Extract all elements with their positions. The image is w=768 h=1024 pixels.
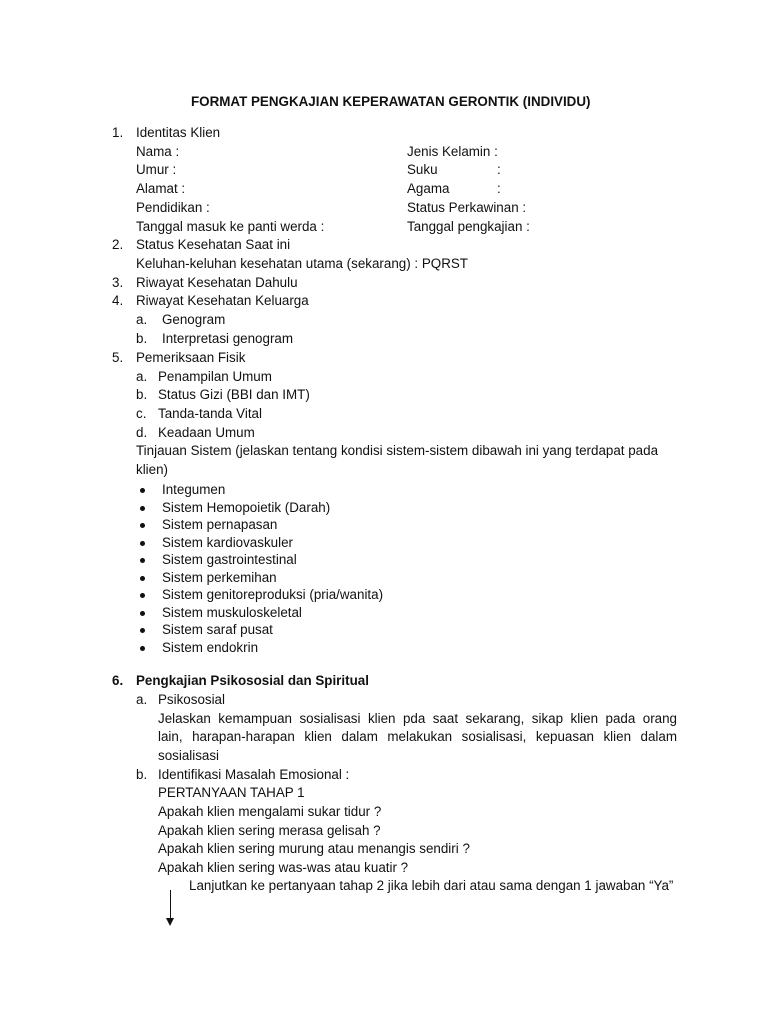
field-suku-colon: :: [497, 162, 501, 177]
bullet-icon: [140, 541, 145, 546]
section-4-item-text: Interpretasi genogram: [162, 331, 294, 346]
section-5-item-text: Status Gizi (BBI dan IMT): [158, 387, 310, 402]
psikososial-paragraph-line: Jelaskan kemampuan sosialisasi klien pda saat sekarang, sikap klien pada orang: [158, 711, 677, 726]
tinjauan-sistem-text-cont: klien): [136, 462, 168, 477]
section-6b-letter: b.: [136, 767, 148, 782]
bullet-icon: [140, 611, 145, 616]
field-pendidikan: Pendidikan :: [136, 200, 210, 215]
field-alamat: Alamat :: [136, 181, 186, 196]
section-4-item-letter: b.: [136, 331, 148, 346]
bullet-icon: [140, 576, 145, 581]
section-6b-label: Identifikasi Masalah Emosional :: [158, 767, 350, 782]
question-item: Apakah klien sering merasa gelisah ?: [158, 823, 381, 838]
bullet-icon: [140, 506, 145, 511]
psikososial-paragraph-line: lain, harapan-harapan klien dalam melakukan sosialisasi, kepuasan klien dalam: [158, 729, 677, 744]
section-5-item-text: Tanda-tanda Vital: [158, 406, 262, 421]
bullet-icon: [140, 646, 145, 651]
section-3-heading: Riwayat Kesehatan Dahulu: [136, 275, 298, 290]
section-5-item-text: Penampilan Umum: [158, 369, 272, 384]
section-5-item-letter: d.: [136, 425, 148, 440]
section-6-number: 6.: [112, 673, 124, 688]
section-4-item-text: Genogram: [162, 312, 226, 327]
system-list-item: Sistem gastrointestinal: [162, 552, 297, 567]
section-2-subtext: Keluhan-keluhan kesehatan utama (sekarang) : PQRST: [136, 256, 468, 271]
system-list-item: Sistem perkemihan: [162, 570, 277, 585]
bullet-icon: [140, 558, 145, 563]
system-list-item: Sistem saraf pusat: [162, 622, 273, 637]
bullet-icon: [140, 523, 145, 528]
field-tanggal-pengkajian: Tanggal pengkajian :: [407, 219, 530, 234]
section-5-item-letter: c.: [136, 406, 147, 421]
section-4-item-letter: a.: [136, 312, 148, 327]
system-list-item: Sistem muskuloskeletal: [162, 605, 302, 620]
bullet-icon: [140, 593, 145, 598]
field-umur: Umur :: [136, 162, 177, 177]
section-2-number: 2.: [112, 237, 124, 252]
field-jenis-kelamin: Jenis Kelamin :: [407, 144, 498, 159]
tahap-1-heading: PERTANYAAN TAHAP 1: [158, 785, 305, 800]
section-5-item-letter: a.: [136, 369, 148, 384]
document-title: FORMAT PENGKAJIAN KEPERAWATAN GERONTIK (INDIVIDU): [191, 94, 591, 109]
field-agama-colon: :: [497, 181, 501, 196]
section-5-heading: Pemeriksaan Fisik: [136, 350, 246, 365]
system-list-item: Sistem Hemopoietik (Darah): [162, 500, 331, 515]
psikososial-paragraph-line: sosialisasi: [158, 748, 220, 763]
question-item: Apakah klien mengalami sukar tidur ?: [158, 804, 382, 819]
field-tanggal-masuk: Tanggal masuk ke panti werda :: [136, 219, 325, 234]
section-5-item-text: Keadaan Umum: [158, 425, 255, 440]
field-suku: Suku: [407, 162, 438, 177]
section-3-number: 3.: [112, 275, 124, 290]
section-4-heading: Riwayat Kesehatan Keluarga: [136, 293, 309, 308]
down-arrow-icon: [170, 890, 171, 920]
tinjauan-sistem-text: Tinjauan Sistem (jelaskan tentang kondisi sistem-sistem dibawah ini yang terdapat pada: [136, 443, 659, 458]
section-6a-label: Psikososial: [158, 692, 225, 707]
field-agama: Agama: [407, 181, 450, 196]
section-6-heading: Pengkajian Psikososial dan Spiritual: [136, 673, 369, 688]
section-6a-letter: a.: [136, 692, 148, 707]
system-list-item: Sistem endokrin: [162, 640, 259, 655]
section-1-heading: Identitas Klien: [136, 125, 221, 140]
bullet-icon: [140, 628, 145, 633]
section-2-heading: Status Kesehatan Saat ini: [136, 237, 291, 252]
bullet-icon: [140, 488, 145, 493]
section-1-number: 1.: [112, 125, 124, 140]
system-list-item: Sistem genitoreproduksi (pria/wanita): [162, 587, 384, 602]
field-status-perkawinan: Status Perkawinan :: [407, 200, 527, 215]
instruction-note: Lanjutkan ke pertanyaan tahap 2 jika lebih dari atau sama dengan 1 jawaban “Ya”: [189, 878, 674, 893]
question-item: Apakah klien sering murung atau menangis sendiri ?: [158, 841, 470, 856]
question-item: Apakah klien sering was-was atau kuatir ?: [158, 860, 409, 875]
system-list-item: Integumen: [162, 482, 226, 497]
section-5-number: 5.: [112, 350, 124, 365]
arrow-head-icon: [166, 918, 174, 926]
section-5-item-letter: b.: [136, 387, 148, 402]
system-list-item: Sistem pernapasan: [162, 517, 278, 532]
system-list-item: Sistem kardiovaskuler: [162, 535, 293, 550]
field-nama: Nama :: [136, 144, 180, 159]
section-4-number: 4.: [112, 293, 124, 308]
